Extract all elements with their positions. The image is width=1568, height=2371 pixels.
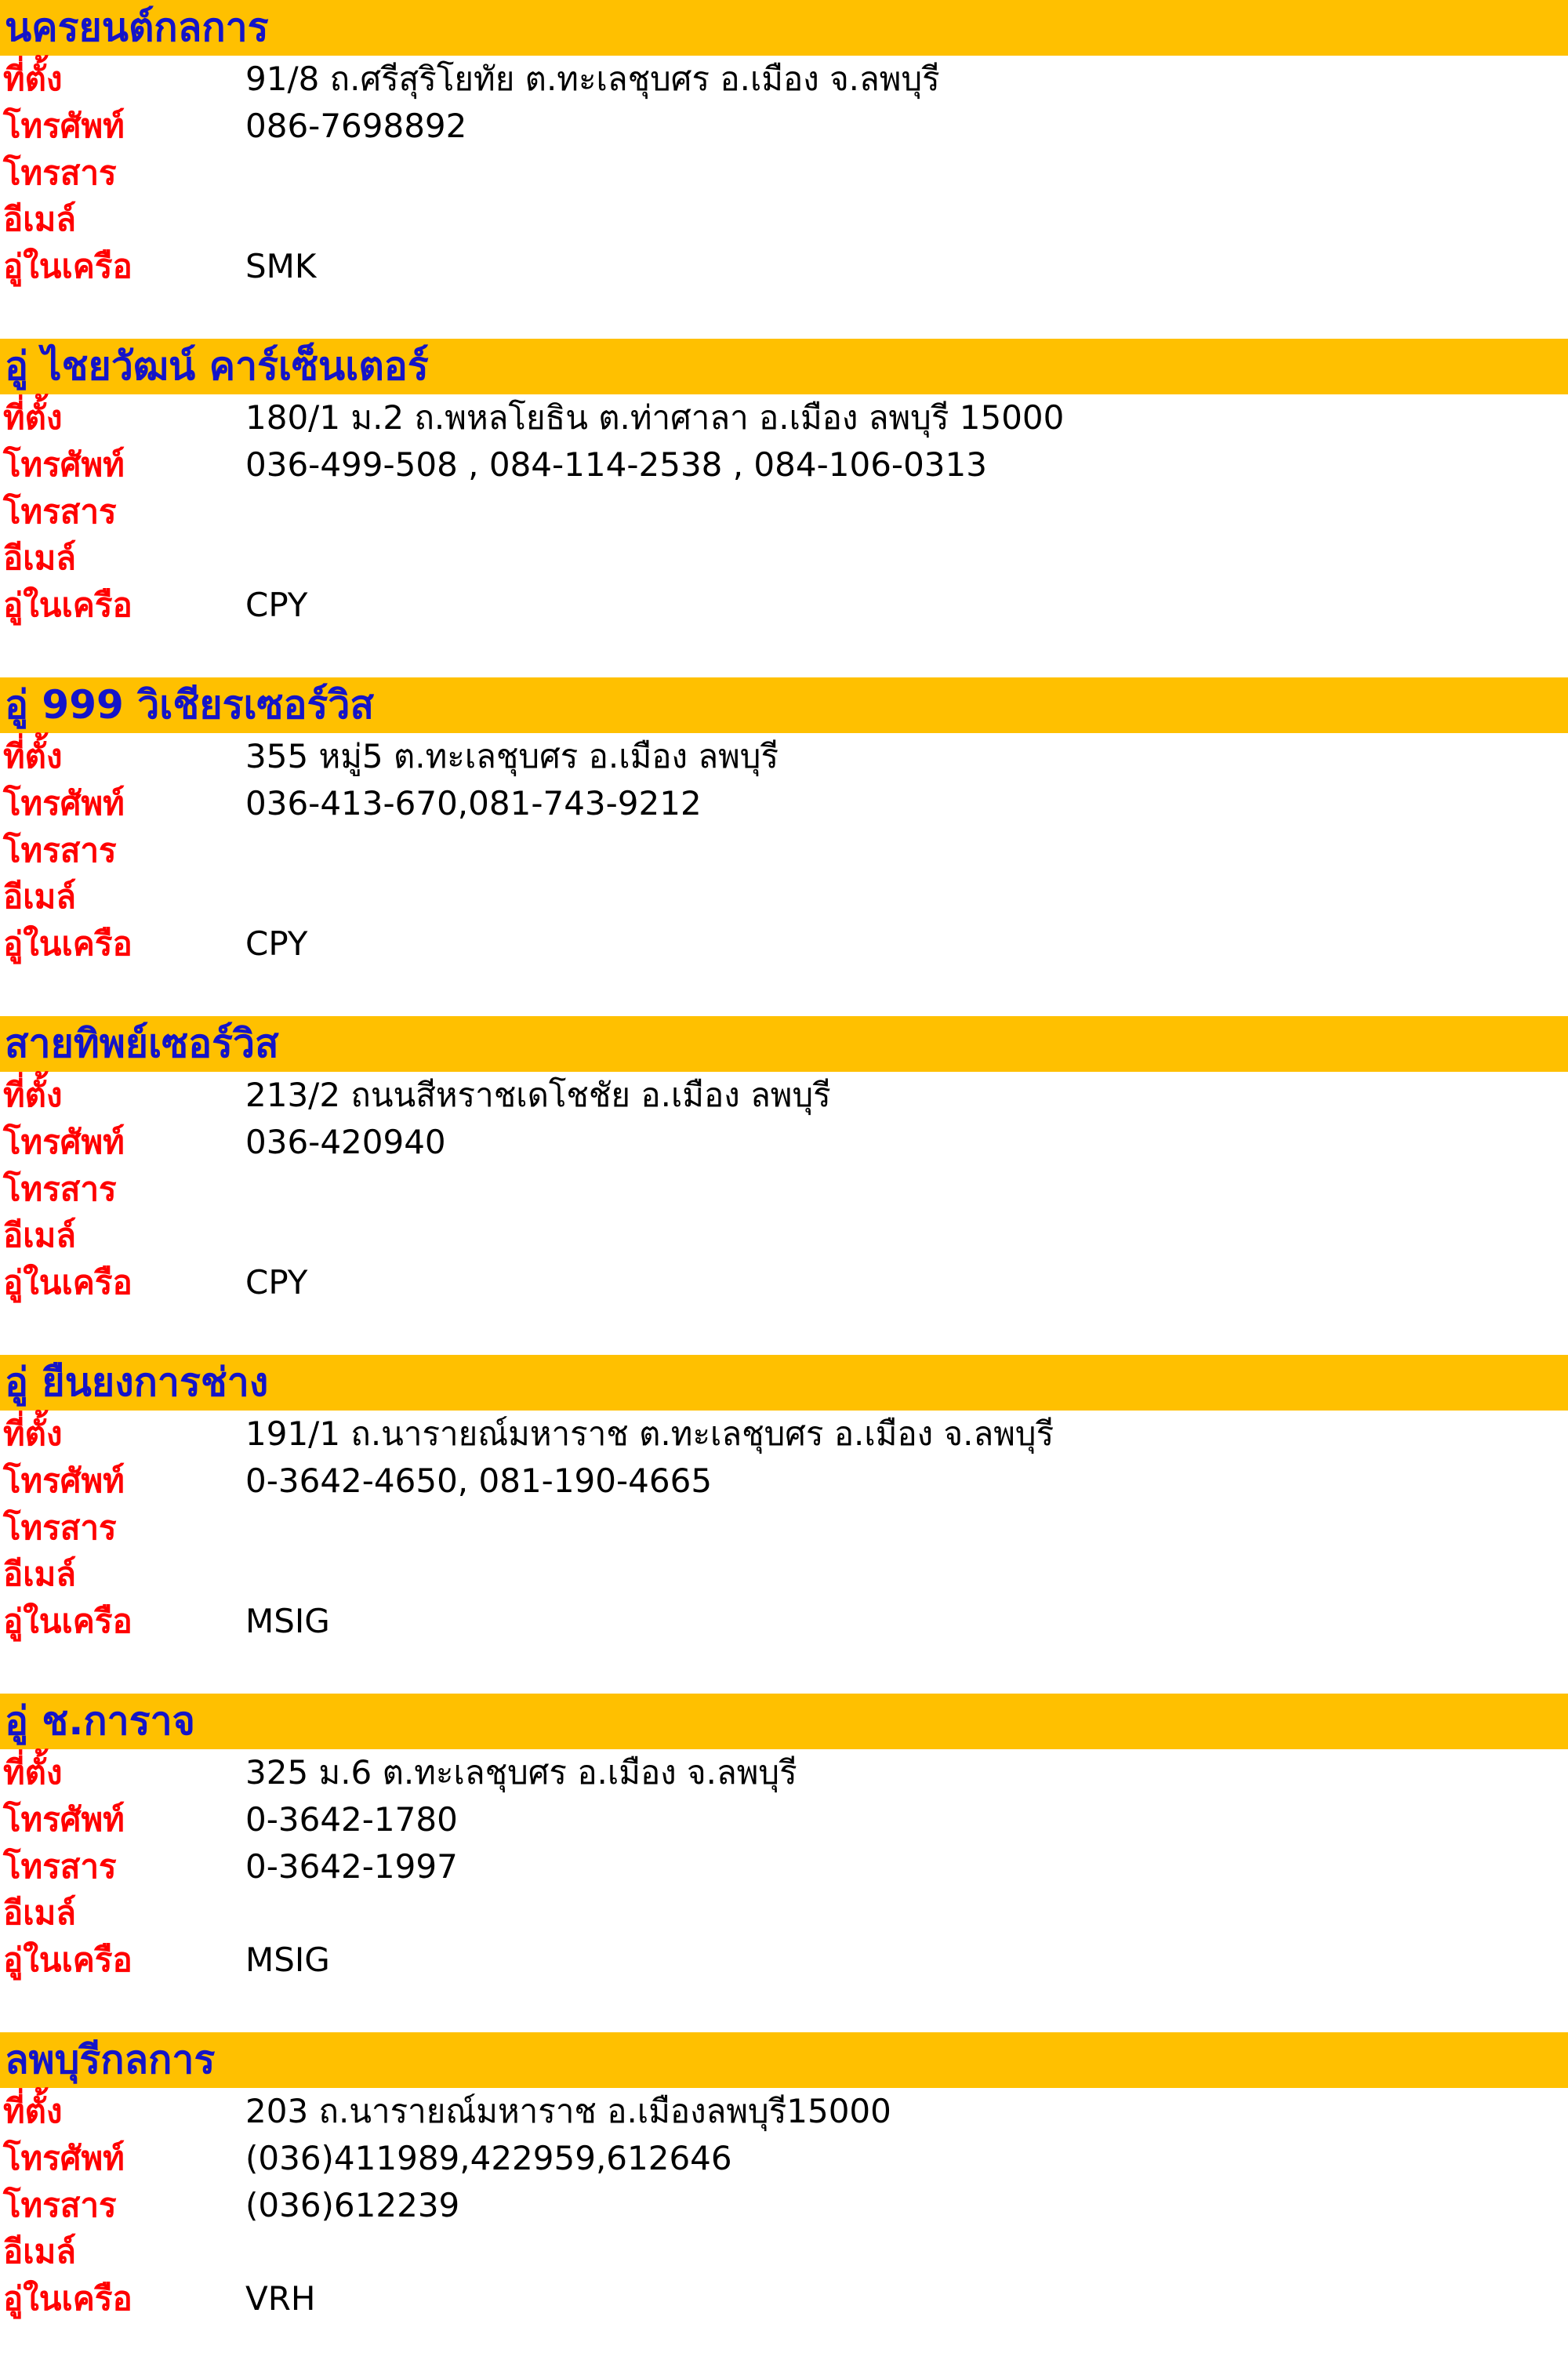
address-value: 191/1 ถ.นารายณ์มหาราช ต.ทะเลชุบศร อ.เมือง จ.ลพบุรี <box>245 1414 1054 1453</box>
address-row <box>0 394 1568 441</box>
network-label: อู่ในเครือ <box>3 1263 132 1302</box>
address-value: 91/8 ถ.ศรีสุริโยทัย ต.ทะเลชุบศร อ.เมือง จ.ลพบุรี <box>245 60 940 98</box>
address-label: ที่ตั้ง <box>3 737 63 775</box>
listing-title: อู่ ยืนยงการช่าง <box>0 1355 1568 1411</box>
phone-row <box>0 1119 1568 1166</box>
address-row <box>0 1411 1568 1458</box>
phone-label: โทรศัพท์ <box>3 1800 125 1839</box>
phone-value: 036-420940 <box>245 1123 446 1161</box>
phone-value: 036-499-508 , 084-114-2538 , 084-106-0313 <box>245 445 987 484</box>
email-row <box>0 1212 1568 1259</box>
address-row <box>0 2088 1568 2135</box>
address-label: ที่ตั้ง <box>3 2092 63 2130</box>
listing-title: อู่ ช.การาจ <box>0 1694 1568 1749</box>
phone-label: โทรศัพท์ <box>3 1461 125 1500</box>
address-value: 325 ม.6 ต.ทะเลชุบศร อ.เมือง จ.ลพบุรี <box>245 1753 797 1792</box>
phone-label: โทรศัพท์ <box>3 107 125 145</box>
phone-value: 086-7698892 <box>245 107 467 145</box>
email-row <box>0 1890 1568 1937</box>
email-label: อีเมล์ <box>3 539 77 577</box>
phone-value: 0-3642-4650, 081-190-4665 <box>245 1461 713 1500</box>
network-value: CPY <box>245 924 308 963</box>
address-value: 203 ถ.นารายณ์มหาราช อ.เมืองลพบุรี15000 <box>245 2092 891 2130</box>
address-row <box>0 733 1568 780</box>
fax-row <box>0 827 1568 874</box>
listing-title: สายทิพย์เซอร์วิส <box>0 1016 1568 1072</box>
address-value: 213/2 ถนนสีหราชเดโชชัย อ.เมือง ลพบุรี <box>245 1076 831 1114</box>
address-row <box>0 1749 1568 1796</box>
network-row <box>0 1937 1568 1984</box>
listing-card <box>0 677 1568 1016</box>
phone-label: โทรศัพท์ <box>3 445 125 484</box>
address-label: ที่ตั้ง <box>3 1753 63 1792</box>
fax-label: โทรสาร <box>3 1170 117 1208</box>
listing-title: ลพบุรีกลการ <box>0 2032 1568 2088</box>
network-value: MSIG <box>245 1602 330 1640</box>
network-row <box>0 2275 1568 2322</box>
fax-value: (036)612239 <box>245 2186 460 2224</box>
email-row <box>0 1551 1568 1598</box>
network-value: MSIG <box>245 1941 330 1979</box>
fax-label: โทรสาร <box>3 831 117 870</box>
listing-card <box>0 1355 1568 1694</box>
phone-value: 036-413-670,081-743-9212 <box>245 784 702 822</box>
phone-label: โทรศัพท์ <box>3 2139 125 2177</box>
address-row <box>0 56 1568 103</box>
fax-row <box>0 2182 1568 2229</box>
email-row <box>0 873 1568 920</box>
email-label: อีเมล์ <box>3 877 77 916</box>
fax-row <box>0 1166 1568 1213</box>
fax-row <box>0 488 1568 536</box>
email-row <box>0 2228 1568 2275</box>
network-row <box>0 582 1568 629</box>
address-label: ที่ตั้ง <box>3 1414 63 1453</box>
fax-label: โทรสาร <box>3 1847 117 1886</box>
network-row <box>0 1259 1568 1306</box>
phone-row <box>0 441 1568 488</box>
network-value: VRH <box>245 2279 316 2318</box>
listing-card <box>0 339 1568 677</box>
fax-label: โทรสาร <box>3 2186 117 2224</box>
phone-label: โทรศัพท์ <box>3 1123 125 1161</box>
network-label: อู่ในเครือ <box>3 1941 132 1979</box>
fax-label: โทรสาร <box>3 154 117 192</box>
phone-row <box>0 1796 1568 1843</box>
fax-label: โทรสาร <box>3 1509 117 1547</box>
network-row <box>0 920 1568 968</box>
fax-row <box>0 1505 1568 1552</box>
listing-card <box>0 1016 1568 1355</box>
network-value: SMK <box>245 247 317 285</box>
email-label: อีเมล์ <box>3 1894 77 1932</box>
phone-value: (036)411989,422959,612646 <box>245 2139 732 2177</box>
network-value: CPY <box>245 1263 308 1302</box>
fax-label: โทรสาร <box>3 492 117 531</box>
address-row <box>0 1072 1568 1119</box>
address-value: 355 หมู่5 ต.ทะเลชุบศร อ.เมือง ลพบุรี <box>245 737 779 775</box>
phone-row <box>0 2135 1568 2182</box>
address-label: ที่ตั้ง <box>3 60 63 98</box>
network-row <box>0 1598 1568 1645</box>
address-label: ที่ตั้ง <box>3 398 63 437</box>
address-value: 180/1 ม.2 ถ.พหลโยธิน ต.ท่าศาลา อ.เมือง ลพบุรี 15000 <box>245 398 1065 437</box>
phone-row <box>0 1458 1568 1505</box>
phone-value: 0-3642-1780 <box>245 1800 458 1839</box>
phone-row <box>0 780 1568 827</box>
email-label: อีเมล์ <box>3 1216 77 1254</box>
network-value: CPY <box>245 586 308 624</box>
network-label: อู่ในเครือ <box>3 247 132 285</box>
network-label: อู่ในเครือ <box>3 586 132 624</box>
listing-title: อู่ 999 วิเชียรเซอร์วิส <box>0 677 1568 733</box>
email-label: อีเมล์ <box>3 1555 77 1593</box>
email-row <box>0 196 1568 243</box>
listing-card <box>0 0 1568 339</box>
listing-card <box>0 1694 1568 2032</box>
network-label: อู่ในเครือ <box>3 924 132 963</box>
listing-card <box>0 2032 1568 2371</box>
network-label: อู่ในเครือ <box>3 2279 132 2318</box>
listing-title: อู่ ไชยวัฒน์ คาร์เซ็นเตอร์ <box>0 339 1568 394</box>
listing-title: นครยนต์กลการ <box>0 0 1568 56</box>
phone-row <box>0 103 1568 150</box>
address-label: ที่ตั้ง <box>3 1076 63 1114</box>
email-row <box>0 535 1568 582</box>
fax-value: 0-3642-1997 <box>245 1847 458 1886</box>
fax-row <box>0 1843 1568 1890</box>
network-label: อู่ในเครือ <box>3 1602 132 1640</box>
email-label: อีเมล์ <box>3 200 77 238</box>
fax-row <box>0 150 1568 197</box>
phone-label: โทรศัพท์ <box>3 784 125 822</box>
email-label: อีเมล์ <box>3 2232 77 2271</box>
network-row <box>0 243 1568 290</box>
